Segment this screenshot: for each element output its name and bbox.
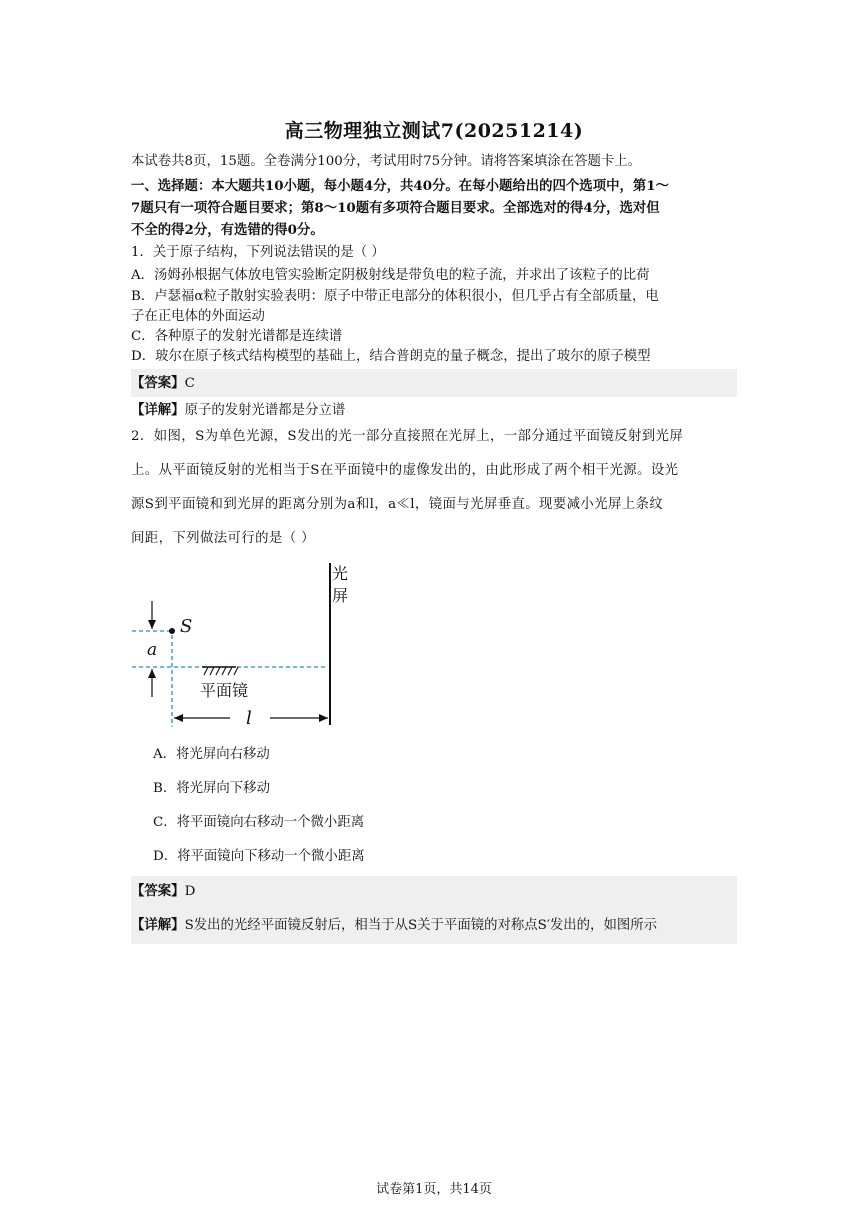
q1-answer [131, 373, 737, 394]
answer-label: 【答案】 [131, 883, 185, 899]
exam-intro: 本试卷共8页，15题。全卷满分100分，考试用时75分钟。请将答案填涂在答题卡上。 [131, 154, 642, 169]
l-label: l [246, 708, 252, 729]
mirror-hatching [204, 667, 238, 675]
detail-text: S发出的光经平面镜反射后，相当于从S关于平面镜的对称点S′发出的，如图所示 [184, 918, 658, 933]
q2-option-a: A．将光屏向右移动 [153, 747, 270, 762]
q2-stem-line-1: 2．如图，S为单色光源，S发出的光一部分直接照在光屏上，一部分通过平面镜反射到光屏 [131, 429, 684, 444]
q2-figure [120, 555, 370, 735]
q1-option-a: A．汤姆孙根据气体放电管实验断定阴极射线是带负电的粒子流，并求出了该粒子的比荷 [131, 268, 650, 283]
q2-option-b: B．将光屏向下移动 [153, 781, 270, 796]
q2-option-c: C．将平面镜向右移动一个微小距离 [153, 815, 365, 830]
screen-label-1: 光 [332, 564, 349, 583]
q2-stem-line-2: 上。从平面镜反射的光相当于S在平面镜中的虚像发出的，由此形成了两个相干光源。设光 [131, 463, 679, 478]
source-label: S [180, 616, 193, 637]
q1-option-c: C．各种原子的发射光谱都是连续谱 [131, 329, 343, 344]
a-label: a [147, 640, 158, 660]
detail-label: 【详解】 [131, 402, 185, 418]
answer-label: 【答案】 [131, 375, 185, 391]
detail-label: 【详解】 [131, 917, 185, 933]
q2-stem-line-3: 源S到平面镜和到光屏的距离分别为a和l，a≪l，镜面与光屏垂直。现要减小光屏上条纹 [131, 497, 664, 512]
answer-value: C [184, 376, 195, 391]
q1-detail [131, 400, 737, 421]
section-instructions-line-2: 7题只有一项符合题目要求；第8～10题有多项符合题目要求。全部选对的得4分，选对但 [131, 200, 660, 216]
q1-option-b: B．卢瑟福α粒子散射实验表明：原子中带正电部分的体积很小，但几乎占有全部质量，电 [131, 289, 659, 304]
q1-option-d: D．玻尔在原子核式结构模型的基础上，结合普朗克的量子概念，提出了玻尔的原子模型 [131, 349, 651, 364]
q2-option-d: D．将平面镜向下移动一个微小距离 [153, 849, 365, 864]
section-instructions-line-1: 一、选择题：本大题共10小题，每小题4分，共40分。在每小题给出的四个选项中，第1～ [131, 178, 669, 194]
mirror-label: 平面镜 [200, 681, 249, 700]
page-title: 高三物理独立测试7(20251214) [284, 120, 584, 142]
section-instructions-line-3: 不全的得2分，有选错的得0分。 [131, 222, 324, 238]
q2-detail [131, 915, 737, 936]
light-source-dot [169, 628, 175, 634]
detail-text: 原子的发射光谱都是分立谱 [184, 403, 346, 418]
q2-answer [131, 881, 737, 902]
answer-value: D [184, 884, 196, 899]
page-footer: 试卷第1页，共14页 [376, 1182, 492, 1197]
q2-stem-line-4: 间距，下列做法可行的是（ ） [131, 531, 315, 546]
q1-option-b-cont: 子在正电体的外面运动 [131, 309, 265, 324]
q1-stem: 1．关于原子结构，下列说法错误的是（ ） [131, 245, 385, 260]
screen-label-2: 屏 [332, 586, 349, 605]
